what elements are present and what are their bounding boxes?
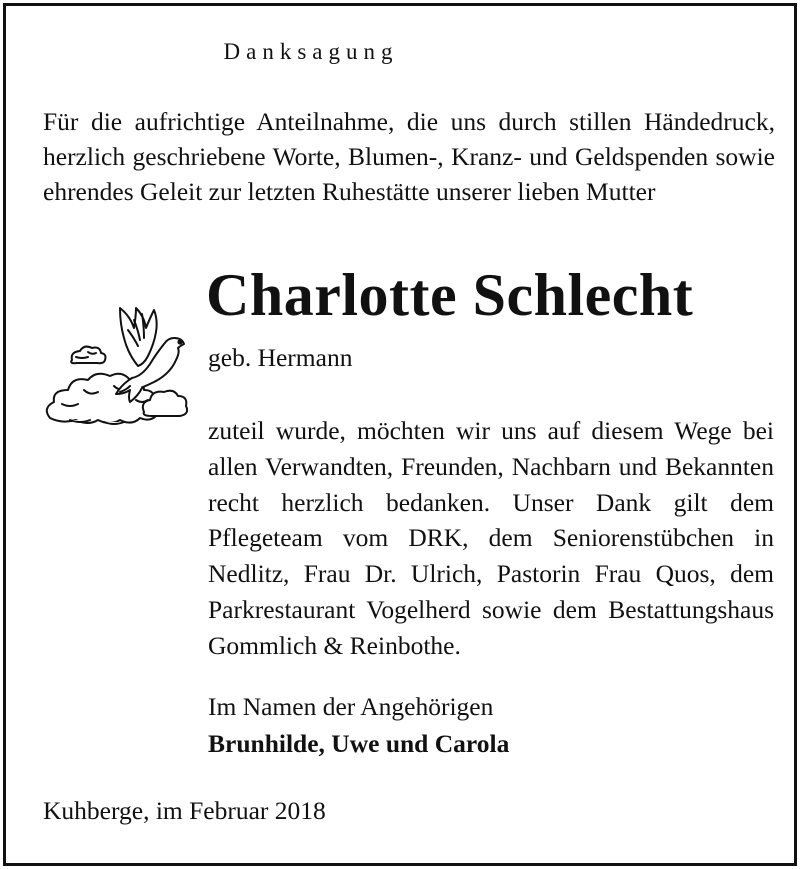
signature-label: Im Namen der Angehörigen: [208, 692, 494, 721]
notice-heading: Danksagung: [223, 39, 399, 64]
dove-on-clouds-icon: [40, 300, 200, 440]
signature-names: Brunhilde, Uwe und Carola: [208, 729, 510, 758]
notice-frame: [3, 3, 797, 866]
birth-name: geb. Hermann: [208, 343, 353, 372]
intro-paragraph: [43, 104, 775, 209]
body-text: zuteil wurde, möchten wir uns auf diesem Wege bei allen Verwandten, Freunden, Nachbarn und Bekannten recht herzlich bedanken. Unser Dank gilt dem Pflegeteam vom DRK, dem Seniorenstübchen in Nedlitz, Frau Dr. Ulrich, Pastorin Frau Quos, dem Parkrestaurant Vogelherd sowie dem Bestattungshaus Gommlich & Reinbothe.: [208, 416, 774, 660]
body-paragraph: [208, 413, 774, 664]
place-date: Kuhberge, im Februar 2018: [43, 796, 326, 825]
deceased-name: Charlotte Schlecht: [206, 262, 694, 328]
intro-text: Für die aufrichtige Anteilnahme, die uns durch stillen Händedruck, herzlich geschriebene Worte, Blumen-, Kranz- und Geldspenden sowie ehrendes Geleit zur letzten Ruhestätte unserer lieben Mutter: [43, 107, 775, 206]
